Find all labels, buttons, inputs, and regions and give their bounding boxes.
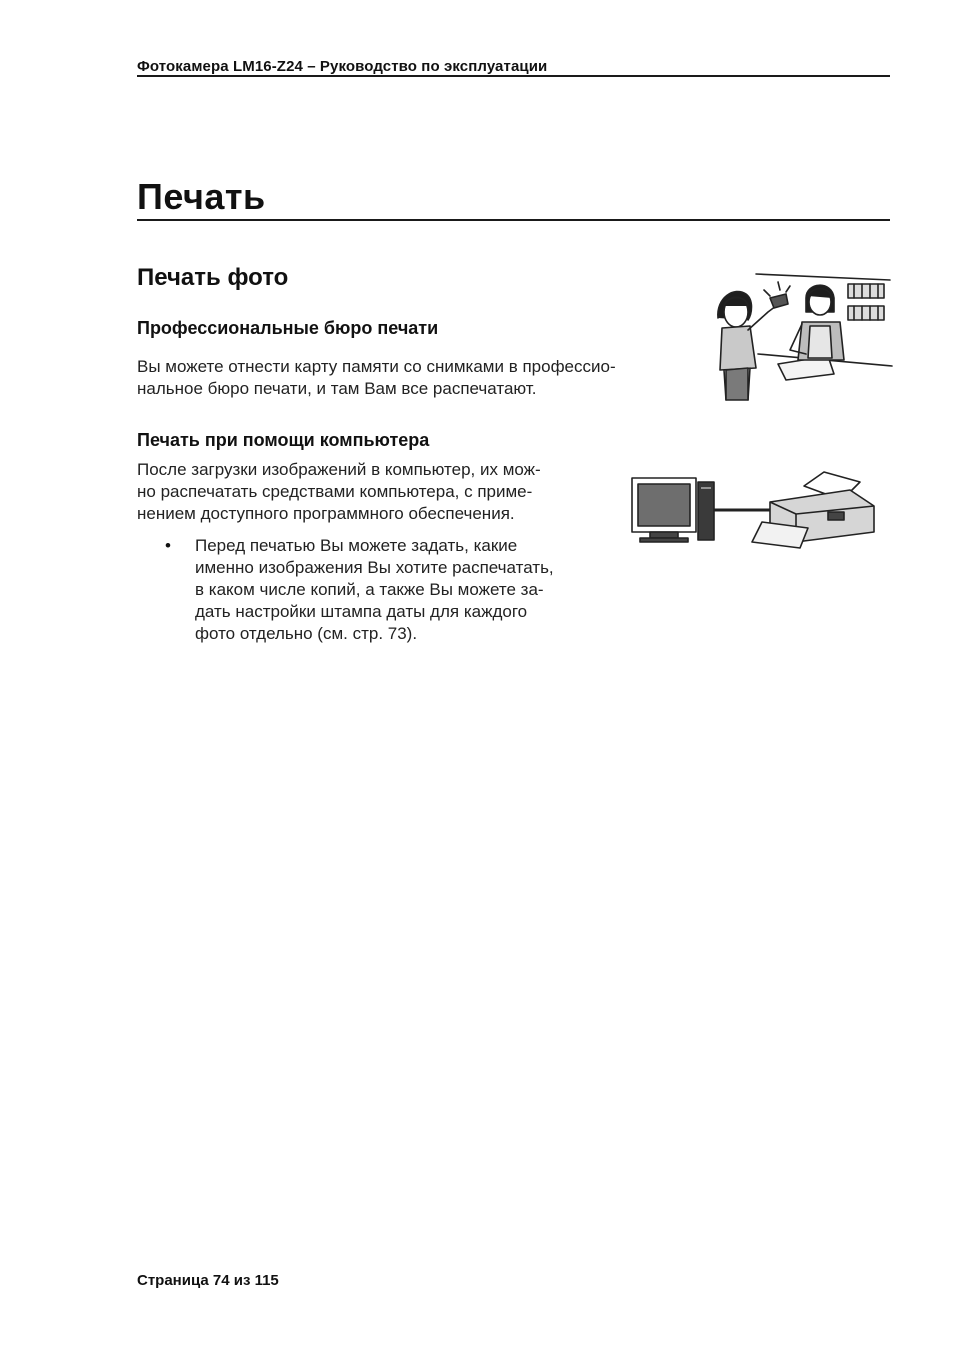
photo-shop-counter-illustration (712, 268, 894, 404)
title-rule (137, 219, 890, 221)
computer-print-line-3: нением доступного программного обеспечения. (137, 504, 515, 523)
bullet-marker: • (165, 536, 171, 555)
computer-print-line-2: но распечатать средствами компьютера, с приме- (137, 482, 533, 501)
pro-bureau-line-1: Вы можете отнести карту памяти со снимками в профессио- (137, 357, 616, 376)
bullet-line-4: дать настройки штампа даты для каждого (195, 602, 528, 621)
bullet-text (195, 535, 605, 645)
section-title: Печать фото (137, 264, 289, 291)
bullet-line-5: фото отдельно (см. стр. 73). (195, 624, 418, 643)
bullet-line-3: в каком числе копий, а также Вы можете за- (195, 580, 544, 599)
computer-printer-illustration (628, 466, 878, 552)
page-number-footer: Страница 74 из 115 (137, 1272, 279, 1289)
pro-bureau-paragraph (137, 356, 616, 400)
computer-print-heading: Печать при помощи компьютера (137, 430, 430, 450)
computer-print-paragraph (137, 459, 541, 525)
pro-bureau-line-2: нальное бюро печати, и там Вам все распечатают. (137, 379, 537, 398)
page-title: Печать (137, 176, 266, 217)
bullet-line-2: именно изображения Вы хотите распечатать, (195, 558, 554, 577)
running-header: Фотокамера LM16-Z24 – Руководство по эксплуатации (137, 58, 548, 75)
computer-print-line-1: После загрузки изображений в компьютер, их мож- (137, 460, 541, 479)
bullet-line-1: Перед печатью Вы можете задать, какие (195, 536, 518, 555)
header-rule (137, 75, 890, 77)
pro-bureau-heading: Профессиональные бюро печати (137, 318, 439, 338)
